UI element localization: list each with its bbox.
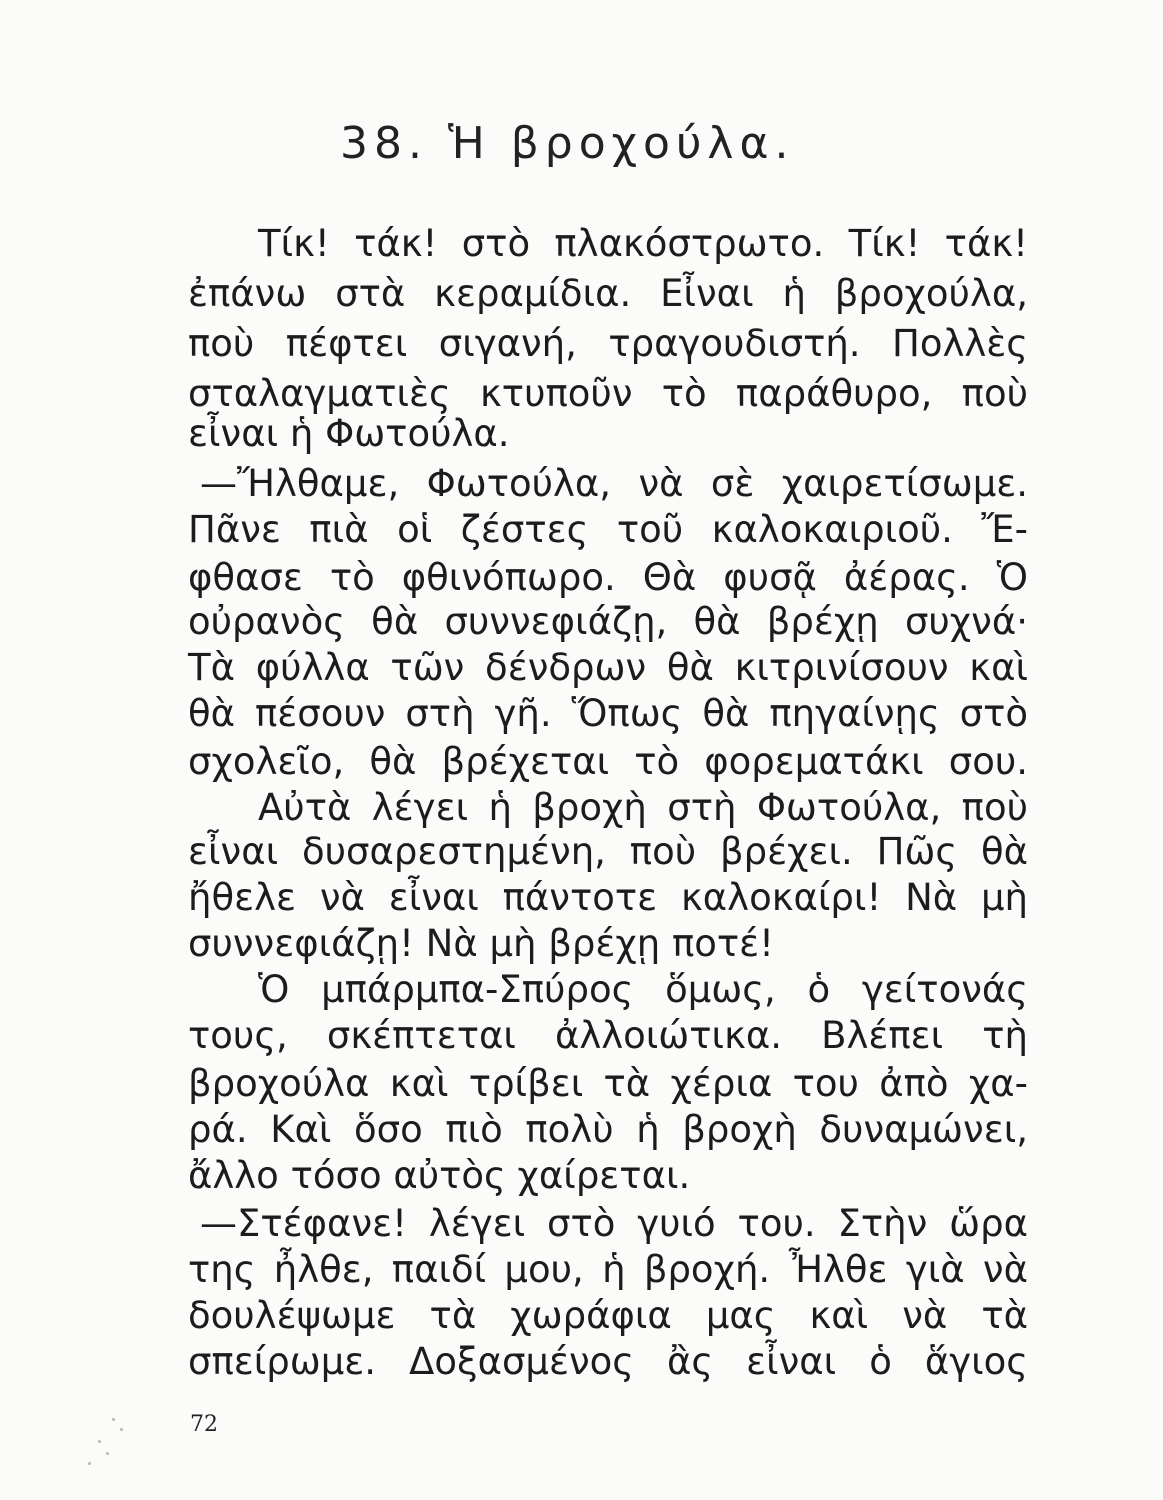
text-line-18: τους, σκέπτεται ἀλλοιώτικα. Βλέπει τὴ	[188, 1014, 1028, 1057]
text-line-5: εἶναι ἡ Φωτούλα.	[188, 412, 510, 455]
text-line-20: ρά. Καὶ ὅσο πιὸ πολὺ ἡ βροχὴ δυναμώνει,	[188, 1108, 1028, 1151]
text-line-13: Αὐτὰ λέγει ἡ βροχὴ στὴ Φωτούλα, ποὺ	[258, 786, 1028, 829]
text-line-1: Τίκ! τάκ! στὸ πλακόστρωτο. Τίκ! τάκ!	[258, 222, 1028, 265]
scan-speck	[120, 1428, 123, 1431]
text-line-16: συννεφιάζῃ! Νὰ μὴ βρέχῃ ποτέ!	[188, 922, 774, 965]
text-line-23: της ἦλθε, παιδί μου, ἡ βροχή. Ἦλθε γιὰ νὰ	[188, 1248, 1028, 1291]
text-line-6: —Ἤλθαμε, Φωτούλα, νὰ σὲ χαιρετίσωμε.	[200, 462, 1028, 505]
text-line-12: σχολεῖο, θὰ βρέχεται τὸ φορεματάκι σου.	[188, 740, 1028, 783]
scan-speck	[88, 1462, 91, 1465]
text-line-24: δουλέψωμε τὰ χωράφια μας καὶ νὰ τὰ	[188, 1294, 1028, 1337]
text-line-7: Πᾶνε πιὰ οἱ ζέστες τοῦ καλοκαιριοῦ. Ἔ-	[188, 508, 1028, 551]
text-line-8: φθασε τὸ φθινόπωρο. Θὰ φυσᾷ ἀέρας. Ὁ	[188, 556, 1028, 599]
text-line-10: Τὰ φύλλα τῶν δένδρων θὰ κιτρινίσουν καὶ	[188, 646, 1028, 689]
text-line-15: ἤθελε νὰ εἶναι πάντοτε καλοκαίρι! Νὰ μὴ	[188, 876, 1028, 919]
text-line-11: θὰ πέσουν στὴ γῆ. Ὅπως θὰ πηγαίνῃς στὸ	[188, 692, 1028, 735]
text-line-4: σταλαγματιὲς κτυποῦν τὸ παράθυρο, ποὺ	[188, 372, 1028, 415]
text-line-9: οὐρανὸς θὰ συννεφιάζῃ, θὰ βρέχῃ συχνά·	[188, 600, 1028, 643]
page-number: 72	[190, 1412, 218, 1437]
text-line-17: Ὁ μπάρμπα-Σπύρος ὅμως, ὁ γείτονάς	[258, 968, 1028, 1011]
text-line-25: σπείρωμε. Δοξασμένος ἂς εἶναι ὁ ἅγιος	[188, 1340, 1028, 1383]
scan-speck	[106, 1452, 109, 1455]
scan-speck	[112, 1418, 115, 1421]
text-line-2: ἐπάνω στὰ κεραμίδια. Εἶναι ἡ βροχούλα,	[188, 272, 1028, 315]
text-line-14: εἶναι δυσαρεστημένη, ποὺ βρέχει. Πῶς θὰ	[188, 830, 1028, 873]
scan-speck	[98, 1440, 101, 1443]
text-line-21: ἄλλο τόσο αὐτὸς χαίρεται.	[188, 1154, 691, 1197]
text-line-19: βροχούλα καὶ τρίβει τὰ χέρια του ἀπὸ χα-	[188, 1062, 1028, 1105]
text-line-3: ποὺ πέφτει σιγανή, τραγουδιστή. Πολλὲς	[188, 322, 1028, 365]
chapter-title: 38. Ἡ βροχούλα.	[340, 118, 795, 169]
text-line-22: —Στέφανε! λέγει στὸ γυιό του. Στὴν ὥρα	[200, 1202, 1028, 1245]
